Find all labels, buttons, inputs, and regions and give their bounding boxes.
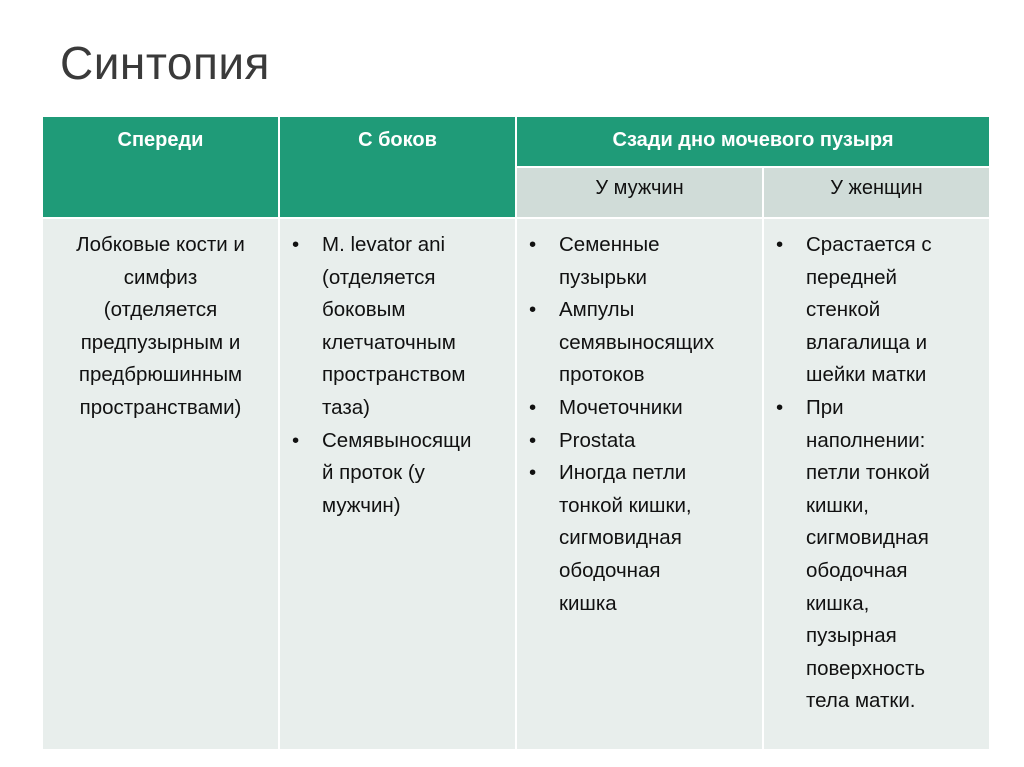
- list-item: • Семявыносящи й проток (у мужчин): [280, 425, 515, 523]
- subheader-women: У женщин: [764, 168, 989, 217]
- list-item: • Ампулы семявыносящих протоков: [517, 294, 762, 392]
- cell-sides: [280, 219, 515, 749]
- cell-women: [764, 219, 989, 749]
- subheader-men: У мужчин: [517, 168, 762, 217]
- list-item: • При наполнении: петли тонкой кишки, сигмовидная ободочная кишка, пузырная поверхность тела матки.: [764, 392, 989, 718]
- header-sides: С боков: [280, 117, 515, 217]
- list-item: • Семенные пузырьки: [517, 229, 762, 294]
- list-item: • Мочеточники: [517, 392, 762, 425]
- header-front: Спереди: [43, 117, 278, 217]
- list-item: • Срастается с передней стенкой влагалища и шейки матки: [764, 229, 989, 392]
- cell-front: Лобковые кости и симфиз (отделяется предпузырным и предбрюшинным пространствами): [43, 219, 278, 749]
- list-item: • M. levator ani (отделяется боковым клетчаточным пространством таза): [280, 229, 515, 425]
- list-item: • Prostata: [517, 425, 762, 458]
- header-behind: Сзади дно мочевого пузыря: [517, 117, 989, 166]
- slide-title: Синтопия: [60, 37, 270, 89]
- cell-men: [517, 219, 762, 749]
- list-item: • Иногда петли тонкой кишки, сигмовидная ободочная кишка: [517, 457, 762, 620]
